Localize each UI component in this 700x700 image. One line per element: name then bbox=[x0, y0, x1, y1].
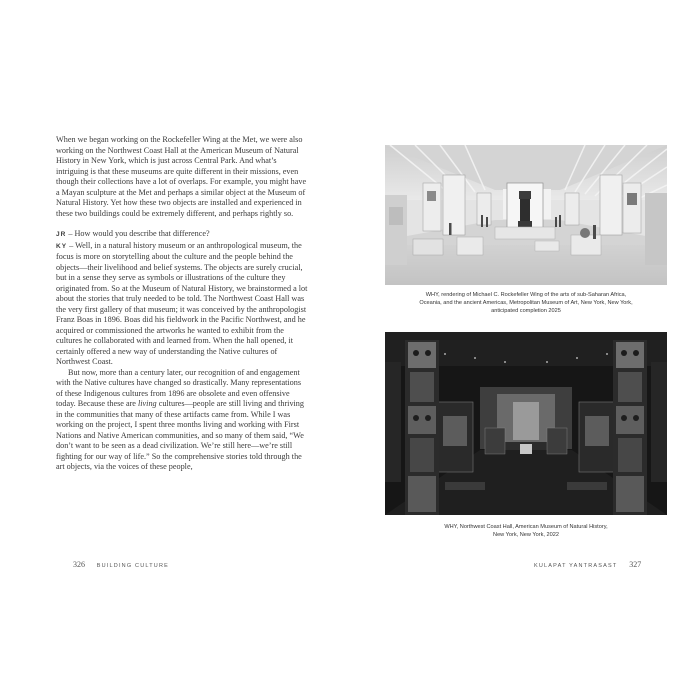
answer-text: – Well, in a natural history museum or an anthropological museum, the focus is more on storytelling about the culture and the people behind the objects—their livelihood and belief systems. The objects are surely crucial, but in a sense they serve as symbols or illustrations of the culture they originated from. So at the Museum of Natural History, we brainstormed a lot about the stories that truly needed to be told. The Northwest Coast Hall was the very first gallery of that museum; it was conceived by the anthropologist Franz Boas in 1896. Boas did his fieldwork in the Pacific Northwest, and he acquired or commissioned the artworks he wanted to exhibit from the cultures he collaborated with and learned from. When the hall opened, it certainly offered a new way of understanding the Native cultures of Northwest Coast. bbox=[56, 240, 308, 366]
paragraph-1: When we began working on the Rockefeller Wing at the Met, we were also working on the Northwest Coast Hall at the American Museum of Natural History in New York, which is just across Central Park. And what’s intriguing is that these museums are quite different in their missions, even though their collections have a lot of overlaps. For example, you might have a Mayan sculpture at the Met and perhaps a similar object at the Museum of Natural History. Yet how these two objects are installed and experienced in these two buildings could be extremely different, and perhaps rightly so. bbox=[56, 135, 307, 218]
caption-northwest-coast-hall: WHY, Northwest Coast Hall, American Museum of Natural History, New York, New York, 2022 bbox=[444, 524, 608, 538]
body-text bbox=[56, 135, 308, 473]
running-head-right: KULAPAT YANTRASAST bbox=[534, 563, 618, 569]
paragraph-3: But now, more than a century later, our recognition of and engagement with the Native cultures have changed so drastically. Many representations of these Indigenous cultures from 1896 are obsolete and even offensive today. Because these are living cultures—people are still living and thriving in the communities that many of these artifacts came from. While I was working on the project, I spent three months living and working with First Nations and Native American communities, and so many of them said, “We don’t want to be seen as a dead civilization. We’re still here—we’re still fighting for our way of life.” So the comprehensive stories told through the art objects, via the voices of these people, bbox=[56, 367, 304, 471]
hall-photo-image bbox=[385, 332, 667, 515]
right-footer bbox=[534, 560, 641, 569]
answer bbox=[56, 241, 308, 368]
question-text: – How would you describe that difference? bbox=[66, 229, 210, 238]
running-head-left: BUILDING CULTURE bbox=[96, 563, 170, 569]
question bbox=[56, 229, 308, 241]
italic-living: living bbox=[138, 399, 157, 408]
speaker-ky: KY bbox=[56, 242, 68, 250]
gallery-rendering-image bbox=[385, 145, 667, 285]
left-footer bbox=[73, 560, 169, 569]
caption-rockefeller-wing: WHY, rendering of Michael C. Rockefeller Wing of the arts of sub-Saharan Africa, Oceania, and the ancient Americas, Metropolitan Museum of Art, New York, New York, anticipated completion 2025 bbox=[419, 292, 633, 314]
photo-northwest-coast-hall bbox=[385, 332, 667, 515]
photo-rockefeller-wing bbox=[385, 145, 667, 285]
speaker-jr: JR bbox=[56, 231, 67, 238]
page-number-right: 327 bbox=[629, 560, 642, 569]
page-number-left: 326 bbox=[73, 560, 85, 569]
